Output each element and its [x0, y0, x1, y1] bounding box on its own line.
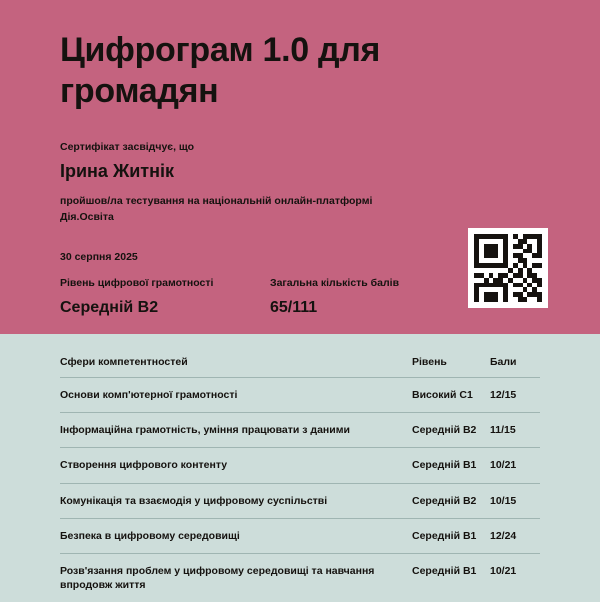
- score-value: 65/111: [270, 299, 399, 317]
- cell-area: Інформаційна грамотність, уміння працювати з даними: [60, 413, 412, 448]
- cell-level: Середній B2: [412, 483, 490, 518]
- cell-score: 10/21: [490, 448, 540, 483]
- cell-score: 11/15: [490, 413, 540, 448]
- page-title: Цифрограм 1.0 для громадян: [60, 30, 460, 113]
- level-block: [60, 277, 270, 317]
- column-header-area: Сфери компетентностей: [60, 356, 412, 378]
- table-row: [60, 553, 540, 602]
- certificate-statement: пройшов/ла тестування на національній онлайн-платформі Дія.Освіта: [60, 194, 390, 226]
- table-header-row: [60, 356, 540, 378]
- qr-code-pattern: [474, 234, 542, 302]
- level-label: Рівень цифрової грамотності: [60, 277, 270, 289]
- column-header-score: Бали: [490, 356, 540, 378]
- cell-level: Високий C1: [412, 378, 490, 413]
- table-row: [60, 448, 540, 483]
- cell-area: Створення цифрового контенту: [60, 448, 412, 483]
- table-row: [60, 413, 540, 448]
- qr-code-icon: [468, 228, 548, 308]
- awarded-label: Сертифікат засвідчує, що: [60, 141, 540, 153]
- table-row: [60, 483, 540, 518]
- competencies-section: [0, 334, 600, 602]
- cell-area: Розв'язання проблем у цифровому середовищі та навчання впродовж життя: [60, 553, 412, 602]
- cell-level: Середній B2: [412, 413, 490, 448]
- table-row: [60, 378, 540, 413]
- cell-area: Безпека в цифровому середовищі: [60, 518, 412, 553]
- issue-date: 30 серпня 2025: [60, 251, 540, 263]
- cell-level: Середній B1: [412, 448, 490, 483]
- table-header: [60, 356, 540, 378]
- cell-area: Комунікація та взаємодія у цифровому суспільстві: [60, 483, 412, 518]
- cell-area: Основи комп'ютерної грамотності: [60, 378, 412, 413]
- table-row: [60, 518, 540, 553]
- cell-level: Середній B1: [412, 553, 490, 602]
- score-label: Загальна кількість балів: [270, 277, 399, 289]
- recipient-name: Ірина Житнік: [60, 161, 540, 182]
- cell-score: 10/21: [490, 553, 540, 602]
- cell-score: 12/15: [490, 378, 540, 413]
- level-value: Середній B2: [60, 299, 270, 317]
- score-block: [270, 277, 399, 317]
- competencies-table: [60, 356, 540, 602]
- table-body: [60, 378, 540, 602]
- cell-level: Середній B1: [412, 518, 490, 553]
- cell-score: 10/15: [490, 483, 540, 518]
- cell-score: 12/24: [490, 518, 540, 553]
- column-header-level: Рівень: [412, 356, 490, 378]
